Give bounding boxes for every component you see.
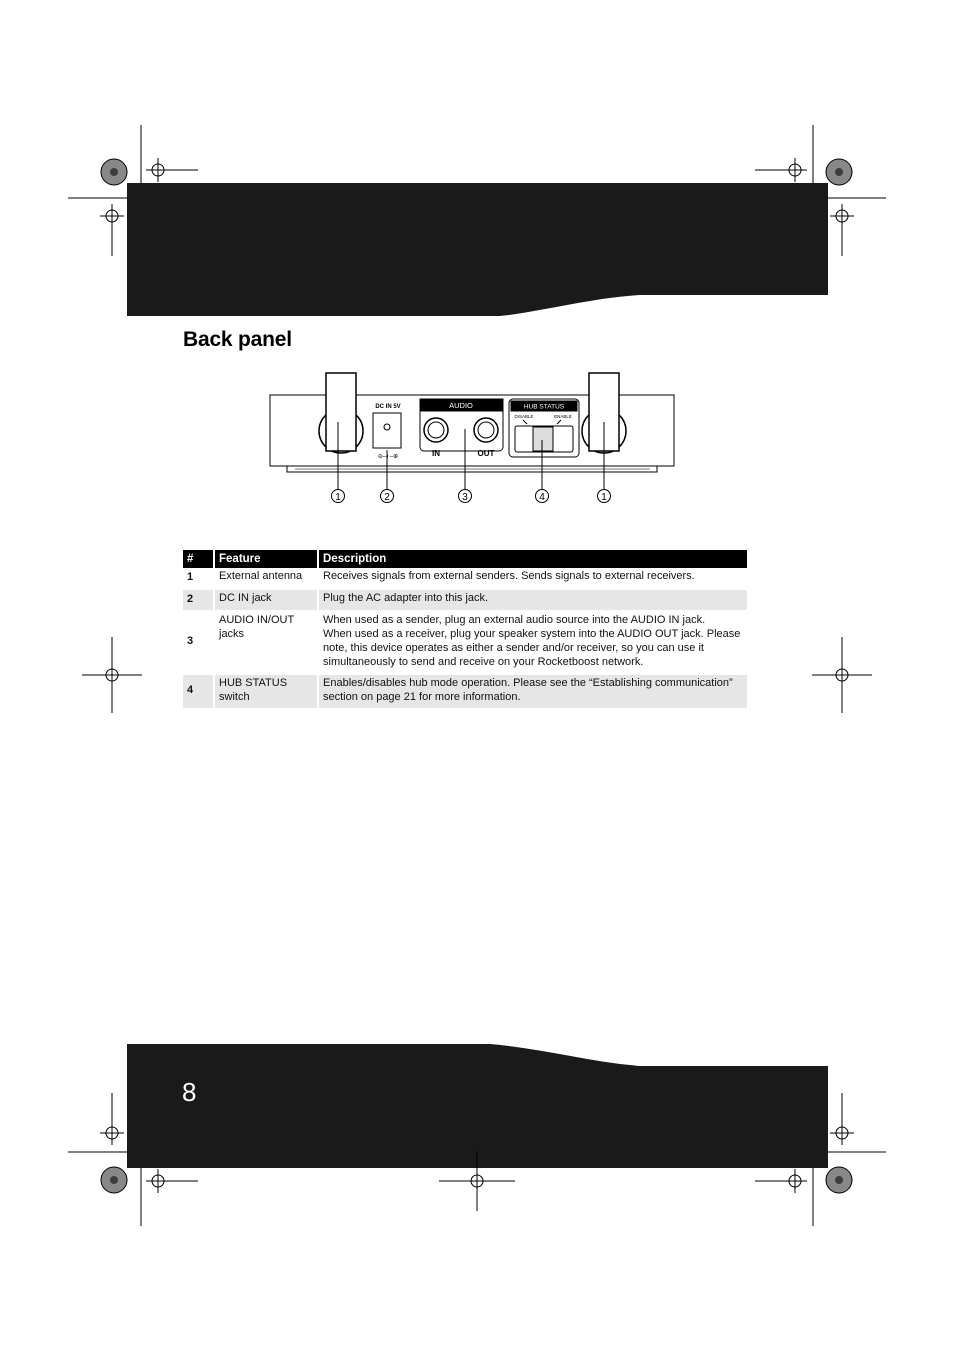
audio-out-label: OUT — [477, 449, 495, 458]
feature-table — [183, 550, 747, 710]
table-row — [183, 590, 747, 612]
table-header-row — [183, 550, 747, 568]
row-feature: DC IN jack — [215, 590, 319, 612]
row-description: Plug the AC adapter into this jack. — [319, 590, 747, 612]
hub-status-label: HUB STATUS — [523, 403, 565, 411]
row-number: 3 — [183, 612, 215, 675]
column-header-number: # — [183, 550, 215, 568]
row-feature: HUB STATUS switch — [215, 675, 319, 710]
audio-in-label: IN — [432, 449, 440, 458]
row-number: 1 — [183, 568, 215, 590]
row-number: 2 — [183, 590, 215, 612]
callout-1-right: 1 — [601, 492, 607, 503]
antenna-left — [326, 373, 356, 451]
table-row — [183, 675, 747, 710]
dc-in-label: DC IN 5V — [375, 404, 401, 410]
enable-label: ENABLE — [554, 414, 572, 419]
table-row — [183, 612, 747, 675]
row-number: 4 — [183, 675, 215, 710]
back-panel-diagram — [265, 370, 685, 510]
row-description: Enables/disables hub mode operation. Please see the “Establishing communication” section on page 21 for more information. — [319, 675, 747, 710]
row-feature: External antenna — [215, 568, 319, 590]
section-title: Back panel — [183, 328, 292, 351]
callout-4: 4 — [539, 492, 545, 503]
callout-3: 3 — [462, 492, 468, 503]
row-feature: AUDIO IN/OUT jacks — [215, 612, 319, 675]
callout-1: 1 — [335, 492, 341, 503]
disable-label: DISABLE — [514, 414, 534, 419]
callout-2: 2 — [384, 492, 390, 503]
audio-label: AUDIO — [449, 401, 473, 410]
row-description: Receives signals from external senders. Sends signals to external receivers. — [319, 568, 747, 590]
page-number: 8 — [182, 1077, 197, 1107]
polarity-symbol: ⊖–◐–⊕ — [377, 454, 399, 460]
row-description: When used as a sender, plug an external audio source into the AUDIO IN jack. When used as a receiver, plug your speaker system into the AUDIO OUT jack. Please note, this device operates as either a sender and/or receiver, so you can use it simultaneously to send and receive on your Rocketboost network. — [319, 612, 747, 675]
table-row — [183, 568, 747, 590]
column-header-feature: Feature — [215, 550, 319, 568]
column-header-description: Description — [319, 550, 747, 568]
